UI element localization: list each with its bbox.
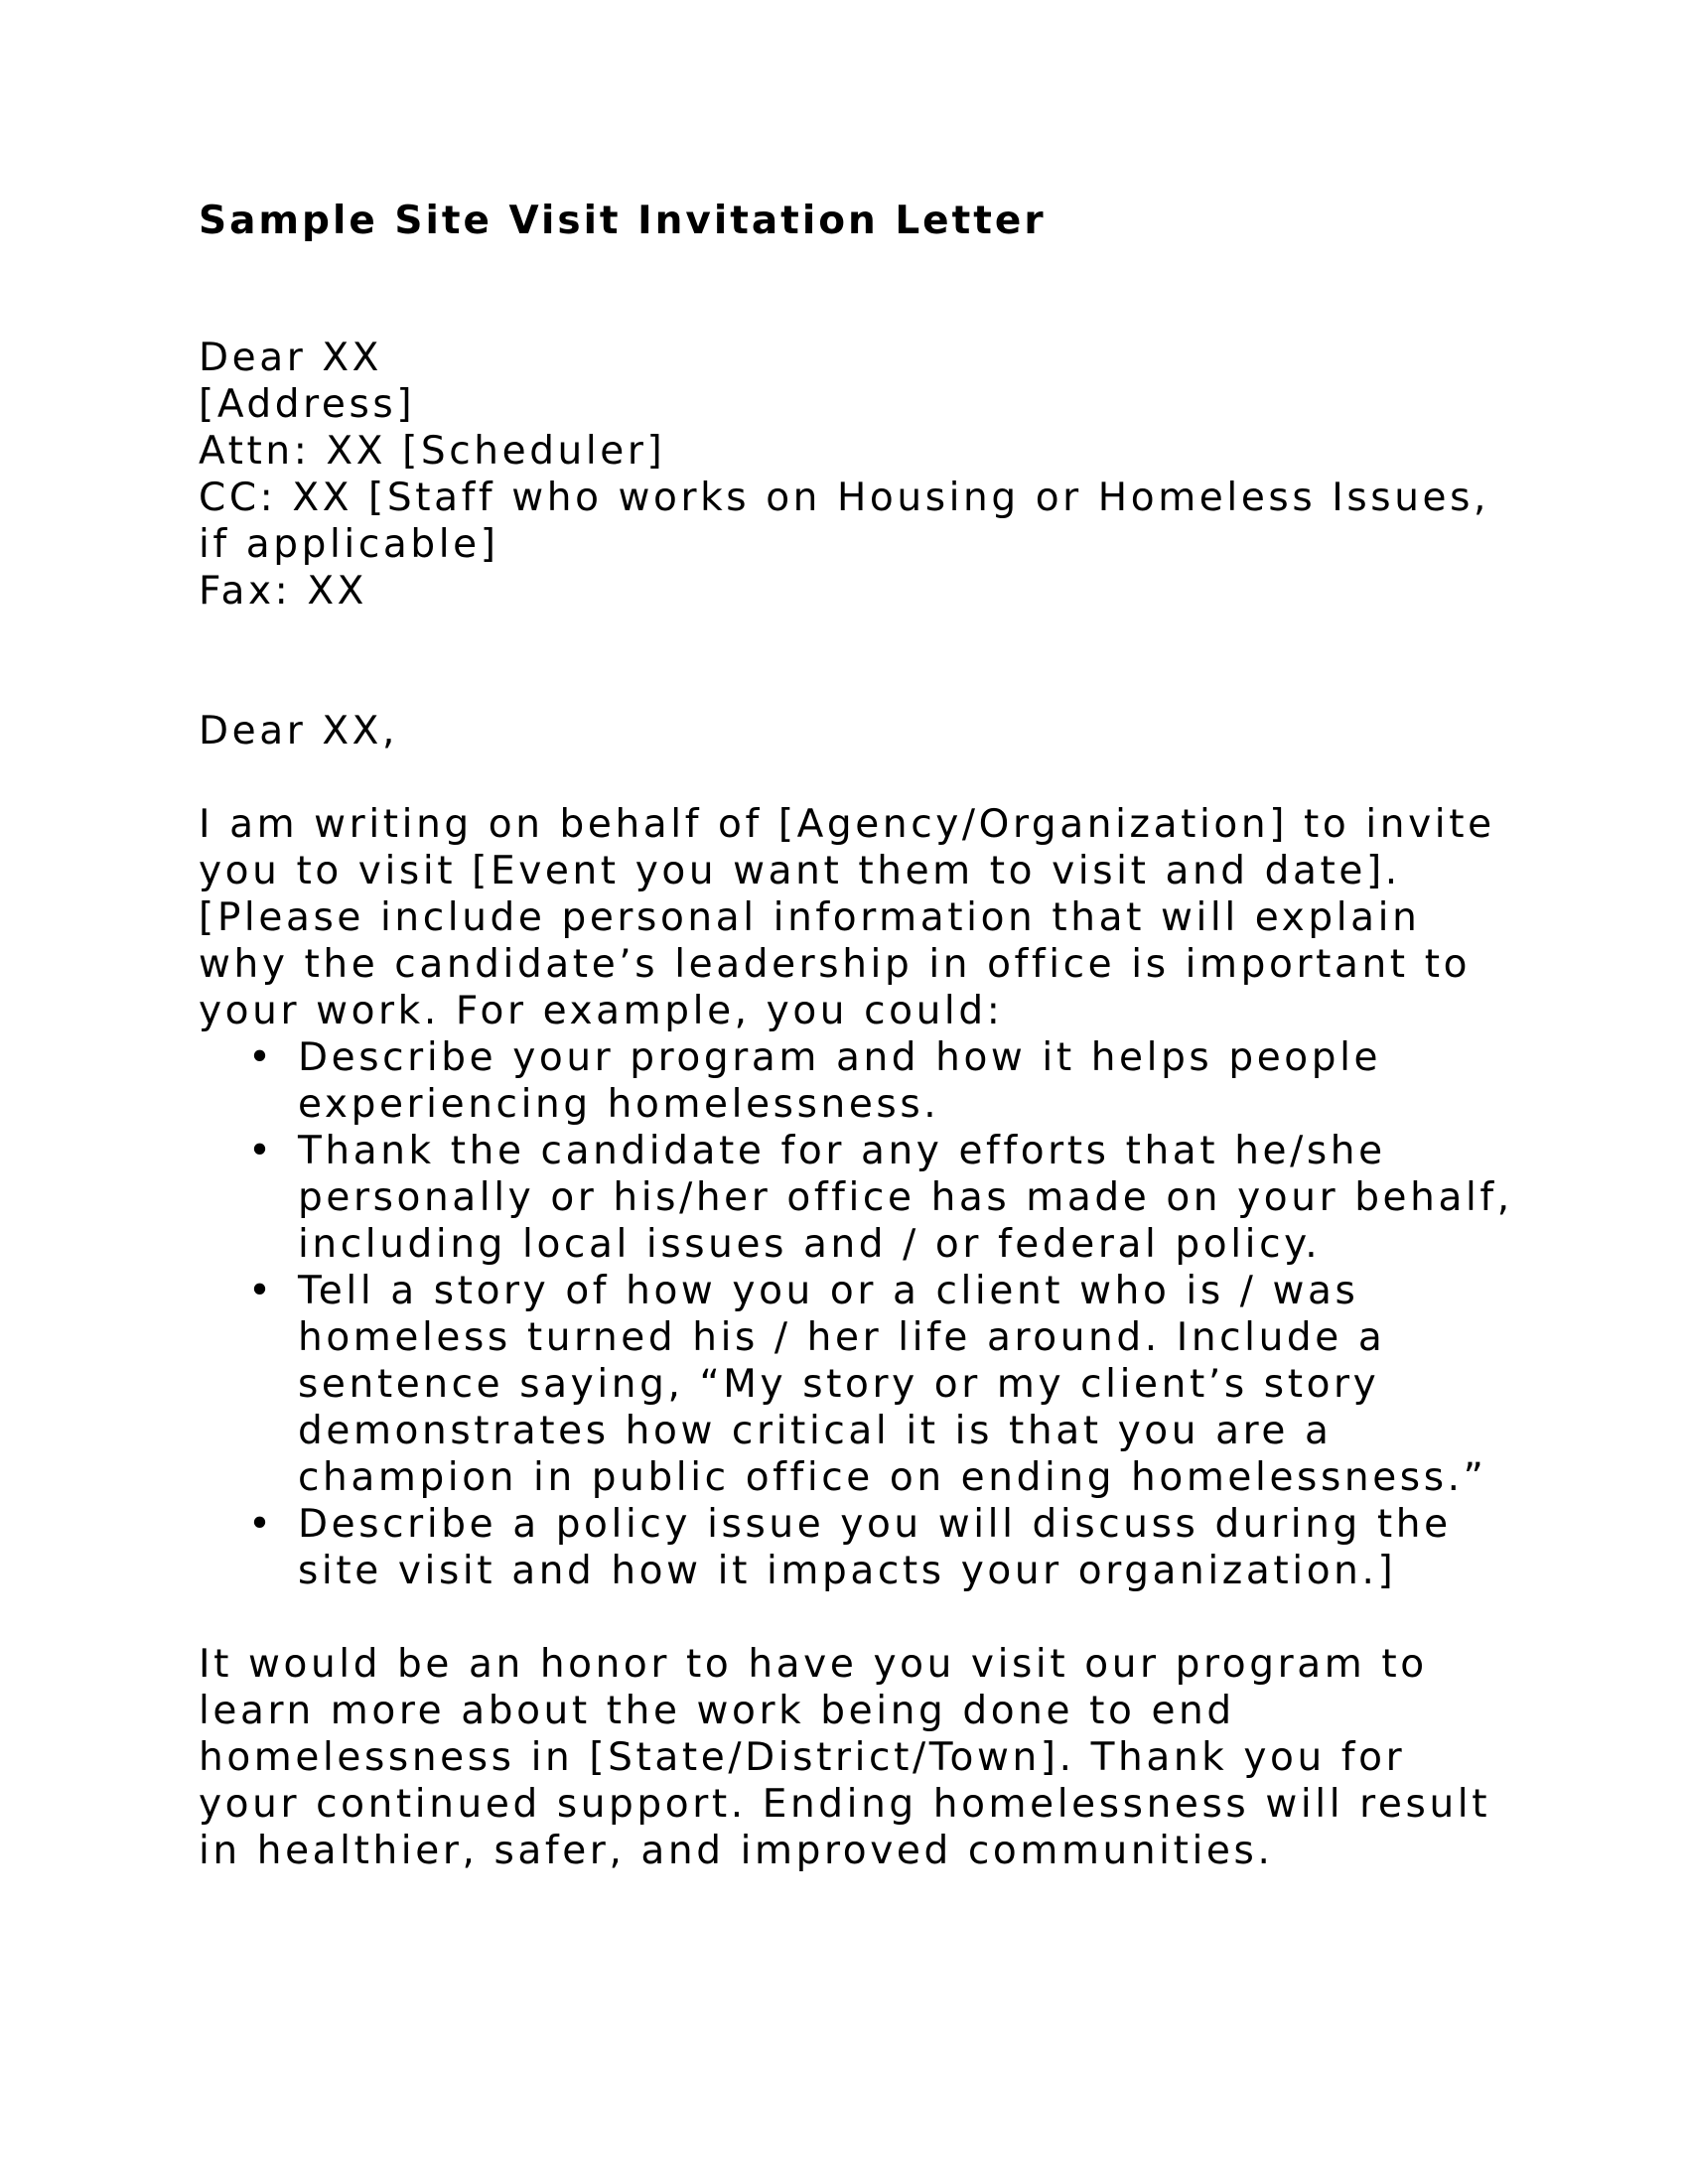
bullet-icon: • (248, 1269, 275, 1313)
letter-page (199, 194, 1519, 1874)
address-line-greeting: Dear XX (199, 336, 382, 380)
list-item (248, 1268, 1519, 1501)
list-item (248, 1128, 1519, 1268)
intro-paragraph: I am writing on behalf of [Agency/Organization] to invite you to visit [Event you want them to visit and date]. [Please include personal information that will explain why the candidate’s leadership in office is important to your work. For example, you could: (199, 802, 1495, 1033)
list-item-text: Tell a story of how you or a client who is / was homeless turned his / her life around. Include a sentence saying, “My story or my client’s story demonstrates how critical it is that you are a champion in public office on ending homelessness.” (298, 1269, 1487, 1500)
bullet-icon: • (248, 1502, 275, 1547)
bullet-icon: • (248, 1035, 275, 1080)
letter-title: Sample Site Visit Invitation Letter (199, 199, 1047, 243)
list-item-text: Thank the candidate for any efforts that he/she personally or his/her office has made on your behalf, including local issues and / or federal policy. (298, 1129, 1513, 1267)
list-item (248, 1034, 1519, 1128)
list-item (248, 1501, 1519, 1594)
address-block (199, 335, 1519, 614)
list-item-text: Describe your program and how it helps people experiencing homelessness. (298, 1035, 1382, 1127)
bullet-icon: • (248, 1129, 275, 1173)
address-line-attn: Attn: XX [Scheduler] (199, 429, 666, 474)
list-item-text: Describe a policy issue you will discuss during the site visit and how it impacts your organization.] (298, 1502, 1452, 1593)
salutation: Dear XX, (199, 709, 398, 753)
closing-paragraph: It would be an honor to have you visit our program to learn more about the work being done to end homelessness in [State/District/Town]. Thank you for your continued support. Ending homelessness will result in healthier, safer, and improved communities. (199, 1642, 1491, 1873)
address-line-fax: Fax: XX (199, 569, 368, 614)
suggestion-list (199, 1034, 1519, 1594)
address-line-address: [Address] (199, 382, 416, 427)
address-line-cc: CC: XX [Staff who works on Housing or Homeless Issues, if applicable] (199, 476, 1490, 567)
